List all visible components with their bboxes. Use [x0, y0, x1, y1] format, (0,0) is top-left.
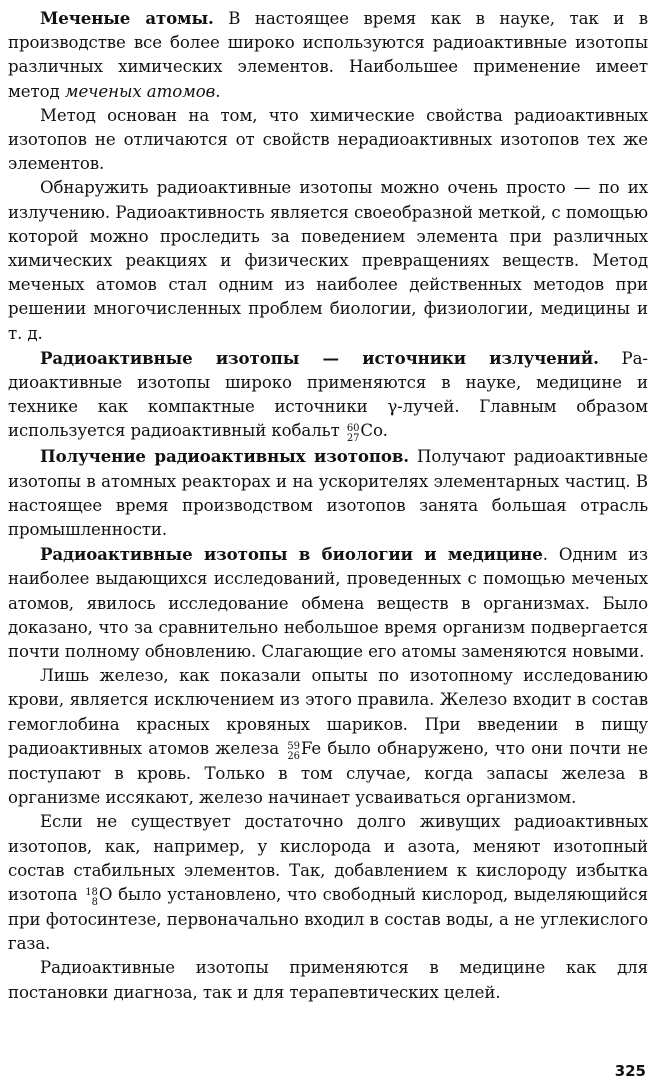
text-radiation-sources-a: Радиоактивные изотопы широко применяются в науке, медицине и технике как компактные источники γ-лучей. Главным образом используется радиоактивный кобальт: [8, 348, 648, 441]
paragraph-production: [8, 444, 648, 542]
heading-radiation-sources: Радиоактивные изотопы — источники излучений.: [40, 347, 599, 368]
isotope-notation-iron: [287, 742, 300, 762]
paragraph-oxygen: [8, 810, 648, 956]
text-radiation-sources-b: .: [382, 421, 388, 441]
text-production: Получают радиоактивные изотопы в атомных реакторах и на ускорителях элементарных частиц. В настоящее время производством изотопов занята большая отрасль промышленности.: [8, 447, 648, 540]
isotope-number-iron: 26: [287, 750, 300, 762]
text-method-basis: Метод основан на том, что химические свойства радиоактивных изотопов не отличаются от свойств нерадиоактивных изотопов тех же элементов.: [8, 105, 648, 174]
isotope-symbol-cobalt: Co: [360, 421, 383, 441]
isotope-mass-iron: 59: [287, 740, 300, 752]
page-body: [8, 6, 648, 1005]
text-biology-medicine: . Одним из наиболее выдающихся исследований, проведенных с помощью меченых атомов, явилось исследование обмена веществ в организмах. Было доказано, что за сравнительно небольшое время организм подвергается почти полному обновлению. Слагающие его атомы заменяются новыми.: [8, 545, 648, 662]
page-number: 325: [614, 1062, 646, 1080]
heading-biology-medicine: Радиоактивные изотопы в биологии и медицине: [40, 544, 543, 565]
isotope-symbol-iron: Fe: [300, 738, 322, 758]
isotope-number-oxygen: 8: [91, 896, 98, 908]
text-detection: Обнаружить радиоактивные изотопы можно очень просто — по их излучению. Радиоактивность является своеобразной меткой, с помощью которой можно проследить за поведением элемента при различных химических реакциях и физических превращениях веществ. Метод меченых атомов стал одним из наиболее действенных методов при решении многочисленных проблем биологии, физиологии, медицины и т. д.: [8, 178, 648, 343]
paragraph-method-basis: [8, 104, 648, 177]
text-oxygen-a: Если не существует достаточно долго живущих радиоактивных изотопов, как, например, у кислорода и азота, меняют изотопный состав стабильных элементов. Так, добавлением к кислороду избытка изотопа: [8, 812, 648, 904]
paragraph-iron: [8, 664, 648, 810]
text-oxygen-b: было установлено, что свободный кислород, выделяющийся при фотосинтезе, первоначально входил в состав воды, а не углекислого газа.: [8, 884, 648, 954]
isotope-mass-cobalt: 60: [346, 423, 360, 435]
paragraph-labeled-atoms: [8, 6, 648, 104]
paragraph-biology-medicine: [8, 542, 648, 664]
term-labeled-atoms: меченых атомов: [64, 81, 216, 101]
text-iron-a: Лишь железо, как показали опыты по изотопному исследованию крови, является исключением из этого правила. Железо входит в состав гемоглобина красных кровяных шариков. При введении в пищу радиоактивных атомов железа: [8, 666, 648, 758]
paragraph-radiation-sources: [8, 346, 648, 445]
isotope-notation-oxygen: [85, 888, 98, 908]
text-medicine-use: Радиоактивные изотопы применяются в медицине как для постановки диагноза, так и для терапевтических целей.: [8, 958, 648, 1002]
text-labeled-atoms-b: .: [215, 81, 221, 101]
isotope-mass-oxygen: 18: [85, 886, 98, 898]
isotope-notation-cobalt: [347, 424, 360, 444]
text-iron-b: было обнаружено, что они почти не поступают в кровь. Только в том случае, когда запасы железа в организме иссякают, железо начинает усваиваться организмом.: [8, 738, 648, 808]
heading-production: Получение радиоактивных изотопов.: [40, 446, 409, 467]
text-labeled-atoms-a: В настоящее время как в науке, так и в производстве все более широко используются радиоактивные изотопы различных химических элементов. Наибольшее применение имеет метод: [8, 9, 648, 101]
paragraph-detection: [8, 176, 648, 345]
isotope-number-cobalt: 27: [346, 433, 360, 445]
paragraph-medicine-use: [8, 956, 648, 1004]
heading-labeled-atoms: Меченые атомы.: [40, 8, 214, 28]
isotope-symbol-oxygen: O: [98, 884, 113, 904]
